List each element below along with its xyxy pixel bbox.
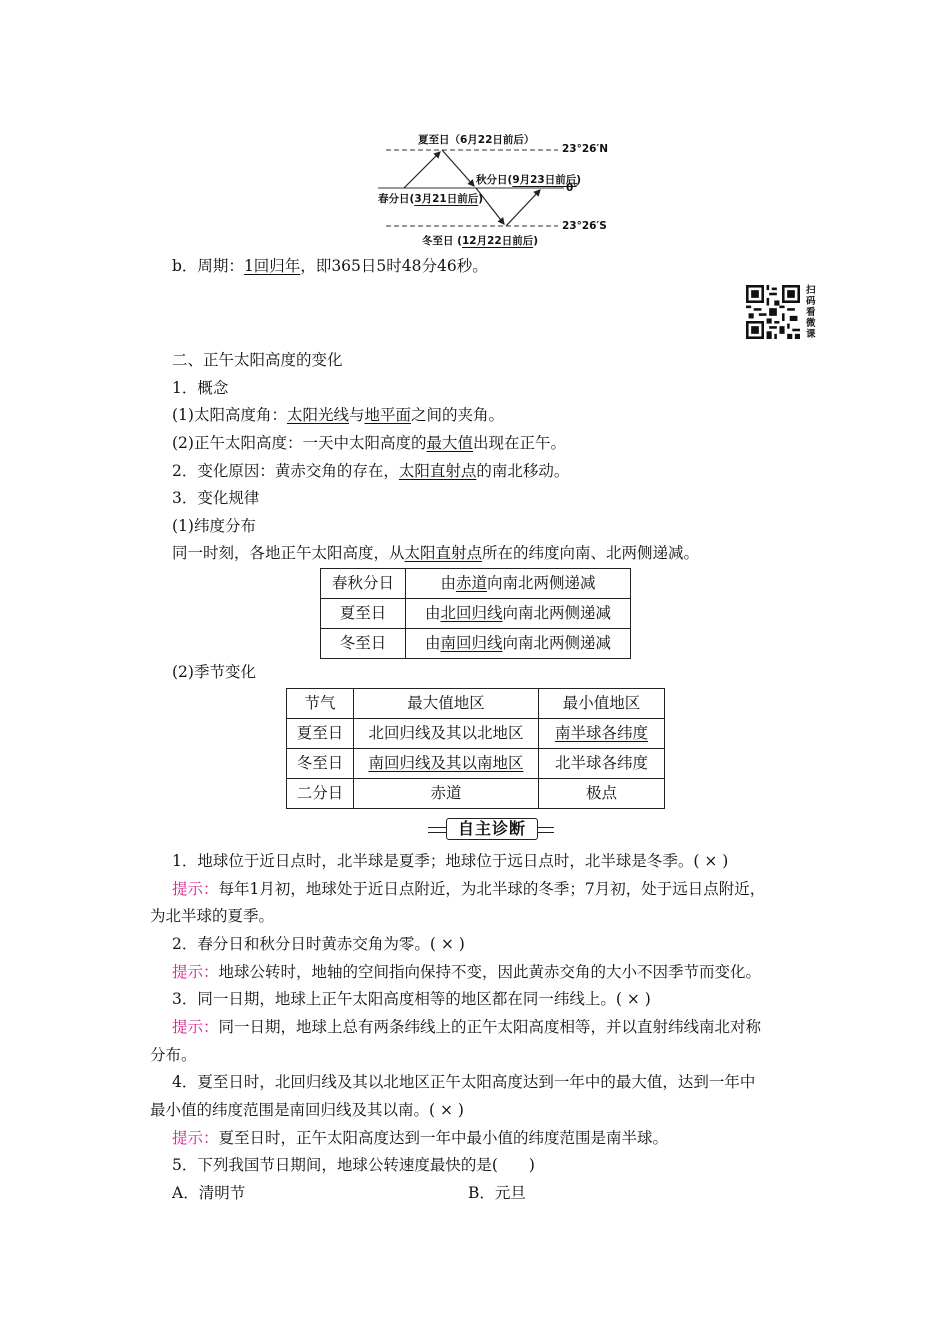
- winter-solstice-label: 冬至日 (12月22日前后): [422, 235, 539, 247]
- arrow-winter-spring: [506, 190, 540, 226]
- table-cell: 春秋分日: [321, 569, 406, 599]
- autumn-equinox-label: 秋分日(9月23日前后): [476, 174, 582, 186]
- latitude-table: [320, 568, 631, 659]
- self-diagnosis-banner: [428, 818, 554, 840]
- table-cell: 夏至日: [287, 719, 354, 749]
- concept-2: (2)正午太阳高度：一天中太阳高度的最大值出现在正午。: [172, 434, 566, 452]
- table-cell: 南半球各纬度: [539, 719, 665, 749]
- season-table: [286, 688, 665, 809]
- sun-migration-diagram: [378, 128, 618, 250]
- qr-caption: 扫 码 看 微 课: [806, 285, 816, 340]
- cause-heading: 2．变化原因：黄赤交角的存在，太阳直射点的南北移动。: [172, 462, 570, 480]
- question-2: 2．春分日和秋分日时黄赤交角为零。( × ): [172, 935, 465, 953]
- lat-north-label: 23°26′N: [562, 143, 609, 155]
- table-cell: 二分日: [287, 779, 354, 809]
- latitude-title: (1)纬度分布: [172, 517, 256, 535]
- answer-2: 提示：地球公转时，地轴的空间指向保持不变，因此黄赤交角的大小不因季节而变化。: [172, 963, 762, 981]
- hint-label: 提示：: [172, 880, 219, 898]
- table-header: 最小值地区: [539, 689, 665, 719]
- section-title: 二、正午太阳高度的变化: [172, 351, 343, 369]
- arrow-summer-autumn: [442, 150, 474, 186]
- table-cell: 赤道: [354, 779, 539, 809]
- table-row: [321, 599, 631, 629]
- spring-equinox-label: 春分日(3月21日前后): [378, 193, 484, 205]
- table-header: 节气: [287, 689, 354, 719]
- table-cell: 冬至日: [287, 749, 354, 779]
- option-a[interactable]: A．清明节: [172, 1184, 246, 1202]
- answer-1: 提示：每年1月初，地球处于近日点附近，为北半球的冬季；7月初，处于远日点附近，: [172, 880, 766, 898]
- answer-4: 提示：夏至日时，正午太阳高度达到一年中最小值的纬度范围是南半球。: [172, 1129, 669, 1147]
- latitude-text: 同一时刻，各地正午太阳高度，从太阳直射点所在的纬度向南、北两侧递减。: [172, 544, 700, 562]
- table-row: [321, 629, 631, 659]
- table-cell: 北半球各纬度: [539, 749, 665, 779]
- table-cell: 北回归线及其以北地区: [354, 719, 539, 749]
- hint-label: 提示：: [172, 1129, 219, 1147]
- table-row: [287, 779, 665, 809]
- question-3: 3．同一日期，地球上正午太阳高度相等的地区都在同一纬线上。( × ): [172, 990, 651, 1008]
- arrow-spring-summer: [404, 152, 440, 188]
- lat-equator-label: 0°: [566, 182, 579, 194]
- concept-1: (1)太阳高度角：太阳光线与地平面之间的夹角。: [172, 406, 505, 424]
- summer-solstice-label: 夏至日（6月22日前后）: [418, 134, 535, 146]
- question-4: 4．夏至日时，北回归线及其以北地区正午太阳高度达到一年中的最大值，达到一年中: [172, 1073, 756, 1091]
- option-b[interactable]: B．元旦: [468, 1184, 526, 1202]
- lat-south-label: 23°26′S: [562, 220, 607, 232]
- table-cell: 夏至日: [321, 599, 406, 629]
- table-cell: 南回归线及其以南地区: [354, 749, 539, 779]
- table-row: [321, 569, 631, 599]
- answer-1-cont: 为北半球的夏季。: [150, 907, 275, 925]
- question-1: 1．地球位于近日点时，北半球是夏季；地球位于远日点时，北半球是冬季。( × ): [172, 852, 729, 870]
- table-header: 最大值地区: [354, 689, 539, 719]
- qr-code-icon[interactable]: [746, 285, 800, 339]
- season-title: (2)季节变化: [172, 663, 256, 681]
- table-cell: 由北回归线向南北两侧递减: [406, 599, 631, 629]
- table-cell: 冬至日: [321, 629, 406, 659]
- table-row: [287, 719, 665, 749]
- hint-label: 提示：: [172, 963, 219, 981]
- hint-label: 提示：: [172, 1018, 219, 1036]
- table-row: [287, 749, 665, 779]
- pattern-heading: 3．变化规律: [172, 489, 260, 507]
- question-5: 5．下列我国节日期间，地球公转速度最快的是( ): [172, 1156, 535, 1174]
- answer-3: 提示：同一日期，地球上总有两条纬线上的正午太阳高度相等，并以直射纬线南北对称: [172, 1018, 762, 1036]
- banner-title: 自主诊断: [446, 818, 538, 840]
- concept-heading: 1．概念: [172, 379, 229, 397]
- question-4-cont: 最小值的纬度范围是南回归线及其以南。( × ): [150, 1101, 464, 1119]
- table-cell: 由南回归线向南北两侧递减: [406, 629, 631, 659]
- period-line: b．周期：1回归年，即365日5时48分46秒。: [172, 257, 488, 275]
- table-cell: 由赤道向南北两侧递减: [406, 569, 631, 599]
- table-header-row: [287, 689, 665, 719]
- answer-3-cont: 分布。: [150, 1046, 197, 1064]
- table-cell: 极点: [539, 779, 665, 809]
